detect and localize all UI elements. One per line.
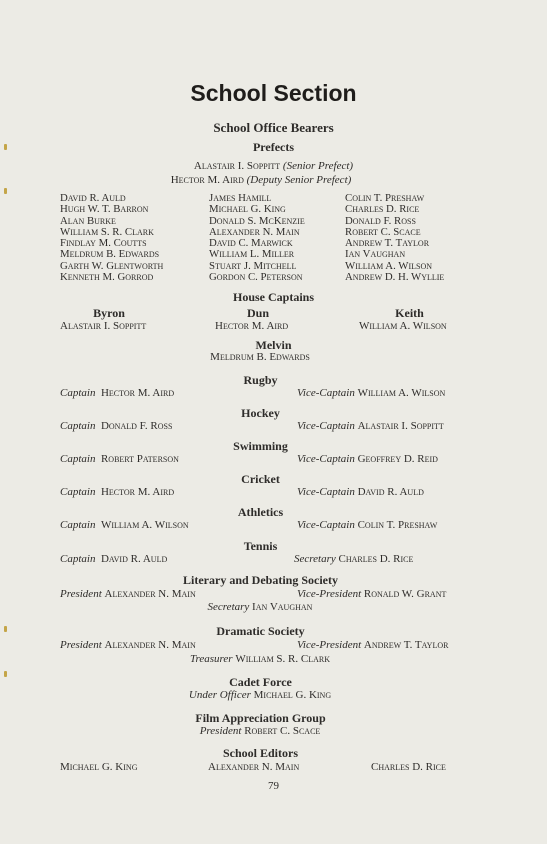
editor-name: Michael G. King — [60, 761, 138, 773]
house-byron-captain: Alastair I. Soppitt — [60, 320, 147, 332]
film-president: President Robert C. Scace — [199, 725, 321, 737]
sport-heading-tennis: Tennis — [243, 539, 278, 553]
prefect-name: Charles D. Rice — [345, 203, 420, 216]
swimming-vice-captain: Vice-Captain Geoffrey D. Reid — [297, 453, 438, 465]
prefect-name: James Hamill — [209, 192, 272, 204]
house-captains-heading: House Captains — [232, 290, 315, 304]
sport-heading-swimming: Swimming — [233, 439, 288, 453]
swimming-captain: Captain Robert Paterson — [60, 453, 179, 465]
sport-heading-rugby: Rugby — [243, 373, 278, 387]
literary-president: President Alexander N. Main — [60, 588, 196, 600]
office-bearers-heading: School Office Bearers — [213, 120, 334, 135]
prefect-name: Alan Burke — [60, 214, 116, 227]
sport-heading-athletics: Athletics — [237, 505, 284, 519]
dramatic-president: President Alexander N. Main — [60, 639, 196, 651]
sport-heading-hockey: Hockey — [241, 406, 280, 420]
prefect-name: William S. R. Clark — [60, 225, 154, 238]
prefect-name: Kenneth M. Gorrod — [60, 271, 154, 284]
prefect-name: William L. Miller — [209, 248, 295, 261]
editors-heading: School Editors — [222, 746, 298, 760]
prefect-name: Meldrum B. Edwards — [60, 248, 160, 261]
sport-heading-cricket: Cricket — [241, 472, 280, 486]
prefect-name: David R. Auld — [60, 192, 126, 204]
hockey-vice-captain: Vice-Captain Alastair I. Soppitt — [297, 420, 444, 432]
literary-secretary: Secretary Ian Vaughan — [207, 601, 313, 613]
literary-heading: Literary and Debating Society — [183, 573, 338, 587]
tennis-captain: Captain David R. Auld — [60, 553, 168, 565]
editor-name: Charles D. Rice — [371, 761, 446, 773]
prefect-name: Ian Vaughan — [345, 248, 406, 261]
dramatic-heading: Dramatic Society — [216, 624, 305, 638]
athletics-captain: Captain William A. Wilson — [60, 519, 189, 531]
page-number: 79 — [268, 780, 279, 792]
prefect-name: Colin T. Preshaw — [345, 192, 425, 204]
house-melvin: Melvin — [255, 338, 292, 352]
house-keith-captain: William A. Wilson — [359, 320, 447, 332]
page-title: School Section — [190, 80, 357, 106]
house-dun: Dun — [246, 306, 269, 320]
hockey-captain: Captain Donald F. Ross — [60, 420, 173, 432]
prefect-name: David C. Marwick — [209, 237, 293, 250]
senior-prefect-role: (Senior Prefect) — [282, 160, 354, 172]
prefects-column-3 — [345, 193, 444, 283]
film-heading: Film Appreciation Group — [195, 711, 326, 725]
prefects-heading: Prefects — [252, 140, 295, 154]
house-dun-captain: Hector M. Aird — [215, 320, 289, 332]
rugby-captain: Captain Hector M. Aird — [60, 387, 175, 399]
prefect-name: Andrew D. H. Wyllie — [345, 271, 445, 284]
senior-prefect-name: Alastair I. Soppitt — [193, 160, 281, 172]
cadet-heading: Cadet Force — [229, 675, 292, 689]
dramatic-treasurer: Treasurer William S. R. Clark — [189, 653, 331, 665]
athletics-vice-captain: Vice-Captain Colin T. Preshaw — [297, 519, 438, 531]
prefect-name: William A. Wilson — [345, 259, 433, 272]
prefect-name: Michael G. King — [209, 203, 286, 216]
senior-prefect-line — [0, 160, 547, 172]
deputy-prefect-role: (Deputy Senior Prefect) — [246, 174, 352, 186]
prefect-name: Findlay M. Coutts — [60, 237, 147, 250]
prefect-name: Donald F. Ross — [345, 214, 416, 227]
editor-name: Alexander N. Main — [208, 761, 300, 773]
prefects-column-1 — [60, 193, 163, 283]
dramatic-vice-president: Vice-President Andrew T. Taylor — [297, 639, 449, 651]
prefect-name: Hugh W. T. Barron — [60, 203, 149, 216]
prefect-name: Gordon C. Peterson — [209, 271, 303, 284]
rugby-vice-captain: Vice-Captain William A. Wilson — [297, 387, 446, 399]
cricket-captain: Captain Hector M. Aird — [60, 486, 175, 498]
prefects-column-2 — [209, 193, 305, 283]
prefect-name: Garth W. Glentworth — [60, 259, 164, 272]
prefect-name: Donald S. McKenzie — [209, 214, 305, 227]
prefect-name: Stuart J. Mitchell — [209, 259, 297, 272]
prefect-name: Robert C. Scace — [345, 225, 421, 238]
literary-vice-president: Vice-President Ronald W. Grant — [297, 588, 447, 600]
house-keith: Keith — [395, 306, 424, 320]
cricket-vice-captain: Vice-Captain David R. Auld — [297, 486, 424, 498]
prefect-name: Alexander N. Main — [209, 225, 300, 238]
margin-mark — [4, 188, 7, 194]
cadet-under-officer: Under Officer Michael G. King — [188, 689, 332, 701]
house-melvin-captain: Meldrum B. Edwards — [210, 351, 310, 363]
house-byron: Byron — [93, 306, 125, 320]
tennis-secretary: Secretary Charles D. Rice — [294, 553, 414, 565]
deputy-prefect-line — [0, 174, 522, 186]
deputy-prefect-name: Hector M. Aird — [170, 174, 244, 186]
prefect-name: Andrew T. Taylor — [345, 237, 430, 250]
